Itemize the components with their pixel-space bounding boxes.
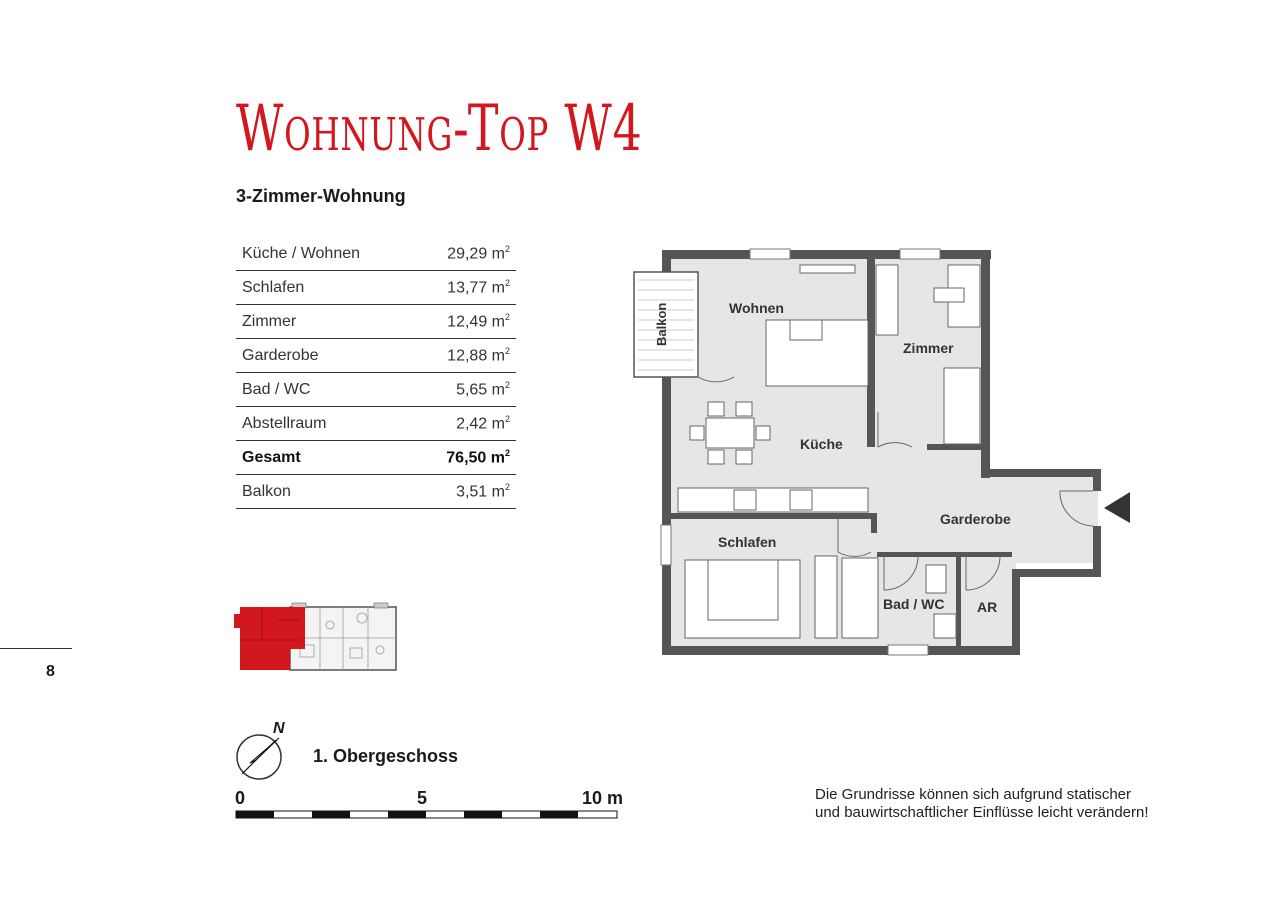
floor-plan <box>634 249 1130 655</box>
room-label-wohnen: Wohnen <box>729 300 784 316</box>
room-label-kueche: Küche <box>800 436 843 452</box>
room-name: Küche / Wohnen <box>236 237 413 271</box>
room-area: 29,29 m <box>447 245 505 263</box>
room-label-garderobe: Garderobe <box>940 511 1011 527</box>
total-row: Gesamt 76,50 $m^2$ <box>236 441 516 475</box>
apartment-type: 3-Zimmer-Wohnung <box>236 186 406 206</box>
table-row: Balkon 3,51 $m^2$ <box>236 475 516 509</box>
table-row: Abstellraum 2,42 $m^2$ <box>236 407 516 441</box>
room-name: Abstellraum <box>236 407 413 441</box>
disclaimer-note <box>815 786 1149 822</box>
room-name: Schlafen <box>236 271 413 305</box>
table-row: Garderobe 12,88 $m^2$ <box>236 339 516 373</box>
room-area: 12,88 m <box>447 347 505 365</box>
room-area: 13,77 m <box>447 279 505 297</box>
disclaimer-line: und bauwirtschaftlicher Einflüsse leicht verändern! <box>815 804 1149 821</box>
north-arrow-icon <box>237 735 281 779</box>
room-area: 3,51 m <box>456 483 505 501</box>
disclaimer-line: Die Grundrisse können sich aufgrund statischer <box>815 786 1131 803</box>
room-label-schlafen: Schlafen <box>718 534 777 550</box>
room-label-bad: Bad / WC <box>883 596 945 612</box>
room-area: 5,65 m <box>456 381 505 399</box>
compass-label: N <box>273 720 285 737</box>
room-name: Zimmer <box>236 305 413 339</box>
room-label-ar: AR <box>977 599 998 615</box>
room-label-zimmer: Zimmer <box>903 340 954 356</box>
room-name: Garderobe <box>236 339 413 373</box>
scale-end-label: 10 m <box>582 788 624 808</box>
page-title: Wohnung-Top W4 <box>236 92 643 166</box>
key-plan <box>234 603 396 670</box>
total-label: Gesamt <box>236 441 413 475</box>
entrance-arrow-icon <box>1104 492 1130 523</box>
scale-mid-label: 5 <box>417 788 428 808</box>
room-area: 2,42 m <box>456 415 505 433</box>
table-row: Bad / WC 5,65 $m^2$ <box>236 373 516 407</box>
room-label-balkon: Balkon <box>654 302 669 346</box>
table-row: Schlafen 13,77 $m^2$ <box>236 271 516 305</box>
room-name: Bad / WC <box>236 373 413 407</box>
floor-label: 1. Obergeschoss <box>313 746 459 766</box>
total-area: 76,50 m <box>446 449 505 467</box>
page-number: 8 <box>46 663 55 680</box>
table-row: Zimmer 12,49 $m^2$ <box>236 305 516 339</box>
scale-start-label: 0 <box>235 788 246 808</box>
table-row: Küche / Wohnen 29,29 $m^2$ <box>236 237 516 271</box>
room-area: 12,49 m <box>447 313 505 331</box>
scale-bar <box>236 811 617 818</box>
room-name: Balkon <box>236 475 413 509</box>
